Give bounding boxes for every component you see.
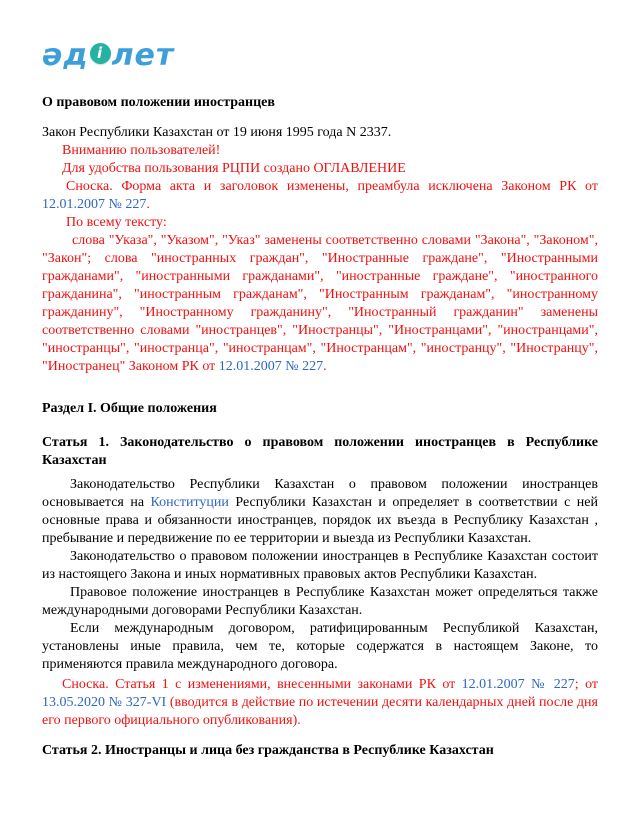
article-2-heading: Статья 2. Иностранцы и лица без гражданства в Республике Казахстан [42, 743, 494, 758]
article-1-paragraph-4: Если международным договором, ратифицированным Республикой Казахстан, установлены иные правила, чем те, которые содержатся в настоящем Законе, то применяются правила международного договора. [42, 621, 598, 672]
logo-i-letter: і [97, 44, 104, 62]
notice-line-1: Вниманию пользователей! [62, 143, 221, 158]
law-ref-link-227-3[interactable]: 12.01.2007 № 227 [461, 677, 575, 692]
logo-info-icon [90, 43, 111, 64]
replacement-text: слова "Указа", "Указом", "Указ" заменены соответственно словами "Закона", "Законом", "Закон"; слова "иностранных граждан", "Иностранные граждане", "Иностранными гражданами", "иностранными гражданами", "иностранные граждане", "иностранного гражданина", "иностранным гражданам", "Иностранным гражданам", "иностранному гражданину", "Иностранному гражданину", "Иностранный гражданин" заменены соответственно словами "иностранцев", "Иностранцы", "Иностранцами", "иностранцами", "иностранцы", "иностранца", "иностранцам", "Иностранцам", "иностранцу", "Иностранцу", "Иностранец" Законом РК от [42, 233, 598, 374]
article-1-footnote-end: (вводится в действие по истечении десяти календарных дней после дня его первого официального опубликования). [42, 695, 598, 728]
law-ref-link-227-2[interactable]: 12.01.2007 № 227 [218, 359, 324, 374]
article-1-heading: Статья 1. Законодательство о правовом положении иностранцев в Республике Казахстан [42, 435, 598, 468]
law-designation: Закон Республики Казахстан от 19 июня 1995 года N 2337. [42, 125, 392, 140]
law-ref-link-227[interactable]: 12.01.2007 № 227 [42, 197, 147, 212]
article-1-paragraph-2: Законодательство о правовом положении иностранцев в Республике Казахстан состоит из настоящего Закона и иных нормативных правовых актов Республики Казахстан. [42, 549, 598, 582]
notice-line-2: Для удобства пользования РЦПИ создано ОГЛАВЛЕНИЕ [62, 161, 406, 176]
law-ref-link-327[interactable]: 13.05.2020 № 327-VI [42, 695, 167, 710]
preamble-footnote-end: . [146, 197, 150, 212]
document-title: О правовом положении иностранцев [42, 95, 275, 110]
section-1-heading: Раздел I. Общие положения [42, 401, 217, 416]
constitution-link[interactable]: Конституции [150, 495, 229, 510]
article-1-footnote-mid: ; от [574, 677, 598, 692]
preamble-footnote [42, 178, 598, 214]
preamble-footnote-text: Сноска. Форма акта и заголовок изменены, преамбула исключена Законом РК от [66, 179, 598, 194]
replacement-text-end: . [323, 359, 327, 374]
article-1-paragraph-3: Правовое положение иностранцев в Республике Казахстан может определяться также международными договорами Республики Казахстан. [42, 585, 598, 618]
article-1-p1-text-end: Республики Казахстан и определяет в соответствии с ней основные права и обязанности иностранцев, порядок их въезда в Республику Казахстан , пребывание и передвижение по ее территории и выезда из Республики Казахстан. [42, 495, 599, 546]
logo-text-right: лет [111, 38, 175, 73]
article-1-footnote-text: Сноска. Статья 1 с изменениями, внесенными законами РК от [62, 677, 462, 692]
logo-text-left: әд [42, 38, 89, 73]
article-1-p1-text: Законодательство Республики Казахстан о правовом положении иностранцев основывается на [42, 477, 598, 510]
article-1-footnote [42, 676, 598, 730]
replacement-paragraph [42, 232, 598, 376]
article-1-paragraph-1 [42, 476, 598, 548]
adilet-logo[interactable] [42, 34, 598, 78]
throughout-text-line: По всему тексту: [66, 215, 167, 230]
